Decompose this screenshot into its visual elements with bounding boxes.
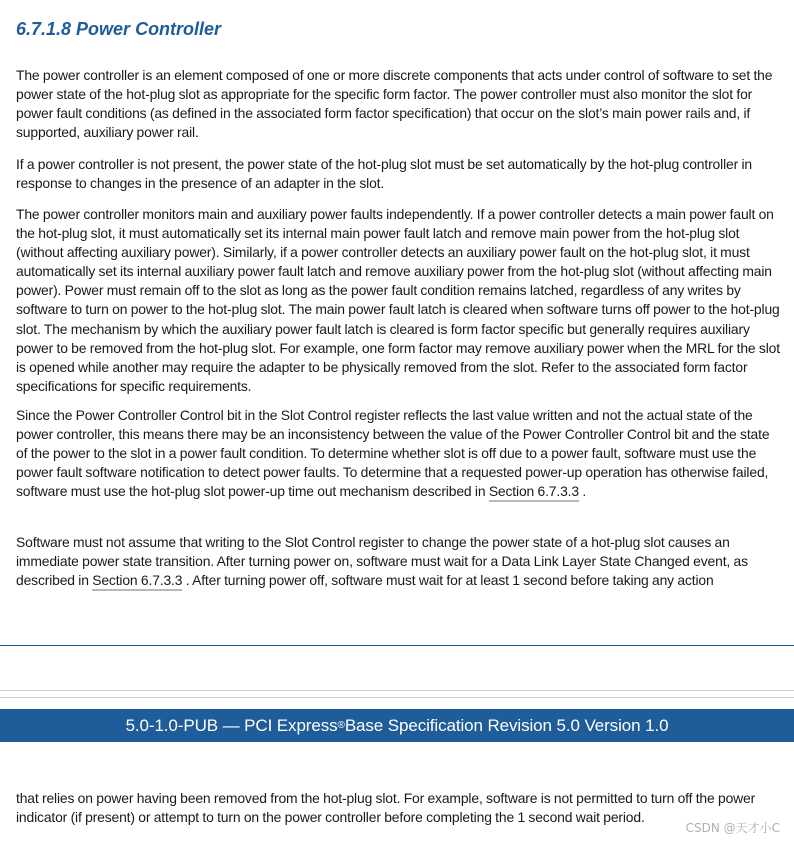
paragraph-power-faults: The power controller monitors main and auxiliary power faults independently. If a power controller detects a main power fault on the hot-plug slot, it must automatically set its internal main power fault latch and remove main power from the hot-plug slot (without affecting auxiliary power). Similarly, if a power controller detects an auxiliary power fault on the hot-plug slot, it must automatically set its internal auxiliary power fault latch and remove auxiliary power from the hot-plug slot (without affecting main power). Power must remain off to the slot as long as the power fault condition remains latched, regardless of any writes by software to turn on power to the hot-plug slot. The main power fault latch is cleared when software turns off power to the hot-plug slot. The mechanism by which the auxiliary power fault latch is cleared is form factor specific but generally requires auxiliary power to be removed from the hot-plug slot. For example, one form factor may remove auxiliary power when the MRL for the slot is opened while another may require the adapter to be physically removed from the slot. Refer to the associated form factor specifications for specific requirements. xyxy=(16,206,780,394)
paragraph-power-state-transition xyxy=(16,533,780,590)
footer-doc-id: 5.0-1.0-PUB — PCI Express xyxy=(125,715,338,735)
registered-mark: ® xyxy=(337,720,345,731)
section-6-7-3-3-link[interactable]: Section 6.7.3.3 xyxy=(489,483,579,502)
footer-doc-title: Base Specification Revision 5.0 Version 1.0 xyxy=(344,715,669,735)
page-separator-line xyxy=(0,697,794,698)
paragraph-text: Since the Power Controller Control bit in the Slot Control register reflects the last value written and not the actual state of the power controller, this means there may be an inconsistency between the value of the Power Controller Control bit and the state of the power to the slot in a power fault condition. To determine whether slot is off due to a power fault, software must use the power fault software notification to detect power faults. To determine that a requested power-up operation has otherwise failed, software must use the hot-plug slot power-up time out mechanism described in xyxy=(16,407,770,500)
page-bottom-rule xyxy=(0,645,794,646)
page-separator-line xyxy=(0,690,794,691)
paragraph-text: Software must not assume that writing to the Slot Control register to change the power state of a hot-plug slot causes an immediate power state transition. After turning power on, software must wait for a Data Link Layer State Changed event, as described in xyxy=(16,534,748,589)
page-footer-banner xyxy=(0,709,794,742)
paragraph-power-controller-control-bit xyxy=(16,406,780,501)
paragraph-power-controller-definition: The power controller is an element composed of one or more discrete components that acts under control of software to set the power state of the hot-plug slot as appropriate for the specific form factor. The power controller must also monitor the slot for power fault conditions (as defined in the associated form factor specification) that occur on the slot’s main power rails and, if supported, auxiliary power rail. xyxy=(16,67,773,141)
paragraph-continuation: that relies on power having been removed from the hot-plug slot. For example, software is not permitted to turn off the power indicator (if present) or attempt to turn on the power controller before completing the 1 second wait period. xyxy=(16,790,756,826)
paragraph-text-end: . After turning power off, software must wait for at least 1 second before taking any action xyxy=(182,572,714,589)
section-6-7-3-3-link[interactable]: Section 6.7.3.3 xyxy=(92,572,182,591)
watermark: CSDN @天才小C xyxy=(685,821,780,835)
paragraph-text-end: . xyxy=(578,483,587,500)
section-heading: 6.7.1.8 Power Controller xyxy=(16,19,222,39)
paragraph-no-power-controller: If a power controller is not present, the power state of the hot-plug slot must be set automatically by the hot-plug controller in response to changes in the presence of an adapter in the slot. xyxy=(16,156,752,192)
